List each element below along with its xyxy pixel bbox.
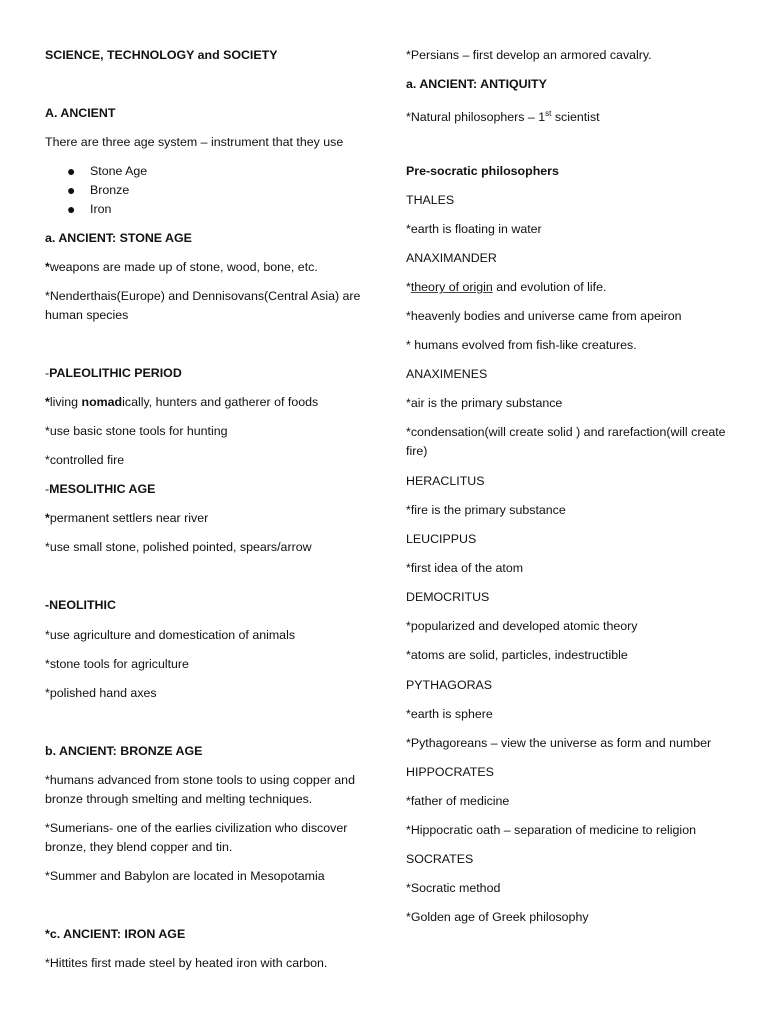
philosopher-name: ANAXIMANDER (406, 251, 497, 265)
bullet-icon: ● (67, 201, 76, 217)
philosopher-name: ANAXIMENES (406, 367, 488, 381)
philosopher-name: THALES (406, 193, 455, 207)
paleolithic-fire: *controlled fire (45, 453, 125, 467)
philosopher-note: * humans evolved from fish-like creatures. (406, 338, 637, 352)
philosopher-note: *heavenly bodies and universe came from apeiron (406, 309, 682, 323)
philosopher-note: *theory of origin and evolution of life. (406, 280, 607, 294)
antiquity-heading: a. ANCIENT: ANTIQUITY (406, 77, 547, 91)
philosopher-note: *Hippocratic oath – separation of medicine to religion (406, 823, 696, 837)
natural-philosophers: *Natural philosophers – 1st scientist (406, 109, 600, 125)
philosopher-note: *earth is floating in water (406, 222, 542, 236)
philosopher-name: PYTHAGORAS (406, 678, 493, 692)
neolithic-agriculture: *use agriculture and domestication of animals (45, 628, 296, 642)
stone-age-weapons: *weapons are made up of stone, wood, bone, etc. (45, 260, 318, 274)
philosopher-note: *air is the primary substance (406, 396, 563, 410)
neolithic-axes: *polished hand axes (45, 686, 157, 700)
philosopher-name: SOCRATES (406, 852, 474, 866)
document-page: SCIENCE, TECHNOLOGY and SOCIETY A. ANCIENT There are three age system – instrument that they use ● Stone Age ● Bronze ● Iron a. ANCIENT: STONE AGE *weapons are made up of stone, wood, bone, etc. *Nenderthais(Europe) and Dennisovans(Central Asia) are human species -PALEOLITHIC PERIOD *living nomadically, hunters and gatherer of foods *use basic stone tools for hunting *controlled fire -MESOLITHIC AGE *permanent settlers near river *use small stone, polished pointed, spears/arrow -NEOLITHIC *use agriculture and domestication of animals *stone tools for agriculture *polished hand axes b. ANCIENT: BRONZE AGE *humans advanced from stone tools to using copper and bronze through smelting and melting techniques. *Sumerians- one of the earlies civilization who discover bronze, they blend copper and tin. *Summer and Babylon are located in Mesopotamia *c. ANCIENT: IRON AGE *Hittites first made steel by heated iron with carbon. *Persians – first develop an armored cavalry. a. ANCIENT: ANTIQUITY *Natural philosophers – 1st scientist Pre-socratic philosophers THALES *earth is floating in water ANAXIMANDER *theory of origin and evolution of life. *heavenly bodies and universe came from apeiron * humans evolved from fish-like creatures. ANAXIMENES *air is the primary substance *condensation(will create solid ) and rarefaction(will create fire) HERACLITUS *fire is the primary substance LEUCIPPUS *first idea of the atom DEMOCRITUS *popularized and developed atomic theory *atoms are solid, particles, indestructible PYTHAGORAS *earth is sphere *Pythagoreans – view the universe as form and number HIPPOCRATES *father of medicine *Hippocratic oath – separation of medicine to religion SOCRATES *Socratic method *Golden age of Greek philosophy (0, 0, 768, 1024)
iron-age-heading: *c. ANCIENT: IRON AGE (45, 927, 186, 941)
philosopher-name: HIPPOCRATES (406, 765, 494, 779)
philosopher-name: HERACLITUS (406, 474, 485, 488)
bronze-sumerians: *Sumerians- one of the earlies civilization who discover bronze, they blend copper and tin. (45, 821, 348, 854)
philosopher-note: *earth is sphere (406, 707, 493, 721)
bronze-age-heading: b. ANCIENT: BRONZE AGE (45, 744, 203, 758)
philosopher-name: LEUCIPPUS (406, 532, 477, 546)
paleolithic-heading: -PALEOLITHIC PERIOD (45, 366, 182, 380)
bullet-icon: ● (67, 182, 76, 198)
philosopher-note: *Socratic method (406, 881, 501, 895)
philosopher-note: *fire is the primary substance (406, 503, 566, 517)
philosopher-name: DEMOCRITUS (406, 590, 490, 604)
philosopher-note: *father of medicine (406, 794, 510, 808)
document-title: SCIENCE, TECHNOLOGY and SOCIETY (45, 48, 278, 62)
intro-text: There are three age system – instrument that they use (45, 135, 344, 149)
mesolithic-heading: -MESOLITHIC AGE (45, 482, 156, 496)
stone-age-heading: a. ANCIENT: STONE AGE (45, 231, 192, 245)
bullet-icon: ● (67, 163, 76, 179)
section-ancient-heading: A. ANCIENT (45, 106, 116, 120)
philosopher-note: *Golden age of Greek philosophy (406, 910, 589, 924)
paleolithic-tools: *use basic stone tools for hunting (45, 424, 228, 438)
bronze-summer: *Summer and Babylon are located in Mesopotamia (45, 869, 325, 883)
philosopher-note: *first idea of the atom (406, 561, 524, 575)
philosopher-note: *popularized and developed atomic theory (406, 619, 638, 633)
philosopher-note: *condensation(will create solid ) and rarefaction(will create fire) (406, 425, 726, 458)
mesolithic-stone: *use small stone, polished pointed, spears/arrow (45, 540, 312, 554)
bronze-humans: *humans advanced from stone tools to using copper and bronze through smelting and melting techniques. (45, 773, 355, 806)
persians-text: *Persians – first develop an armored cavalry. (406, 48, 652, 62)
philosopher-note: *Pythagoreans – view the universe as form and number (406, 736, 712, 750)
iron-hittites: *Hittites first made steel by heated iron with carbon. (45, 956, 328, 970)
neolithic-heading: -NEOLITHIC (45, 598, 116, 612)
stone-age-species: *Nenderthais(Europe) and Dennisovans(Central Asia) are human species (45, 289, 361, 322)
presocratic-heading: Pre-socratic philosophers (406, 164, 559, 178)
mesolithic-settlers: *permanent settlers near river (45, 511, 209, 525)
neolithic-tools: *stone tools for agriculture (45, 657, 189, 671)
paleolithic-living: *living nomadically, hunters and gatherer of foods (45, 395, 319, 409)
philosopher-note: *atoms are solid, particles, indestructible (406, 648, 628, 662)
